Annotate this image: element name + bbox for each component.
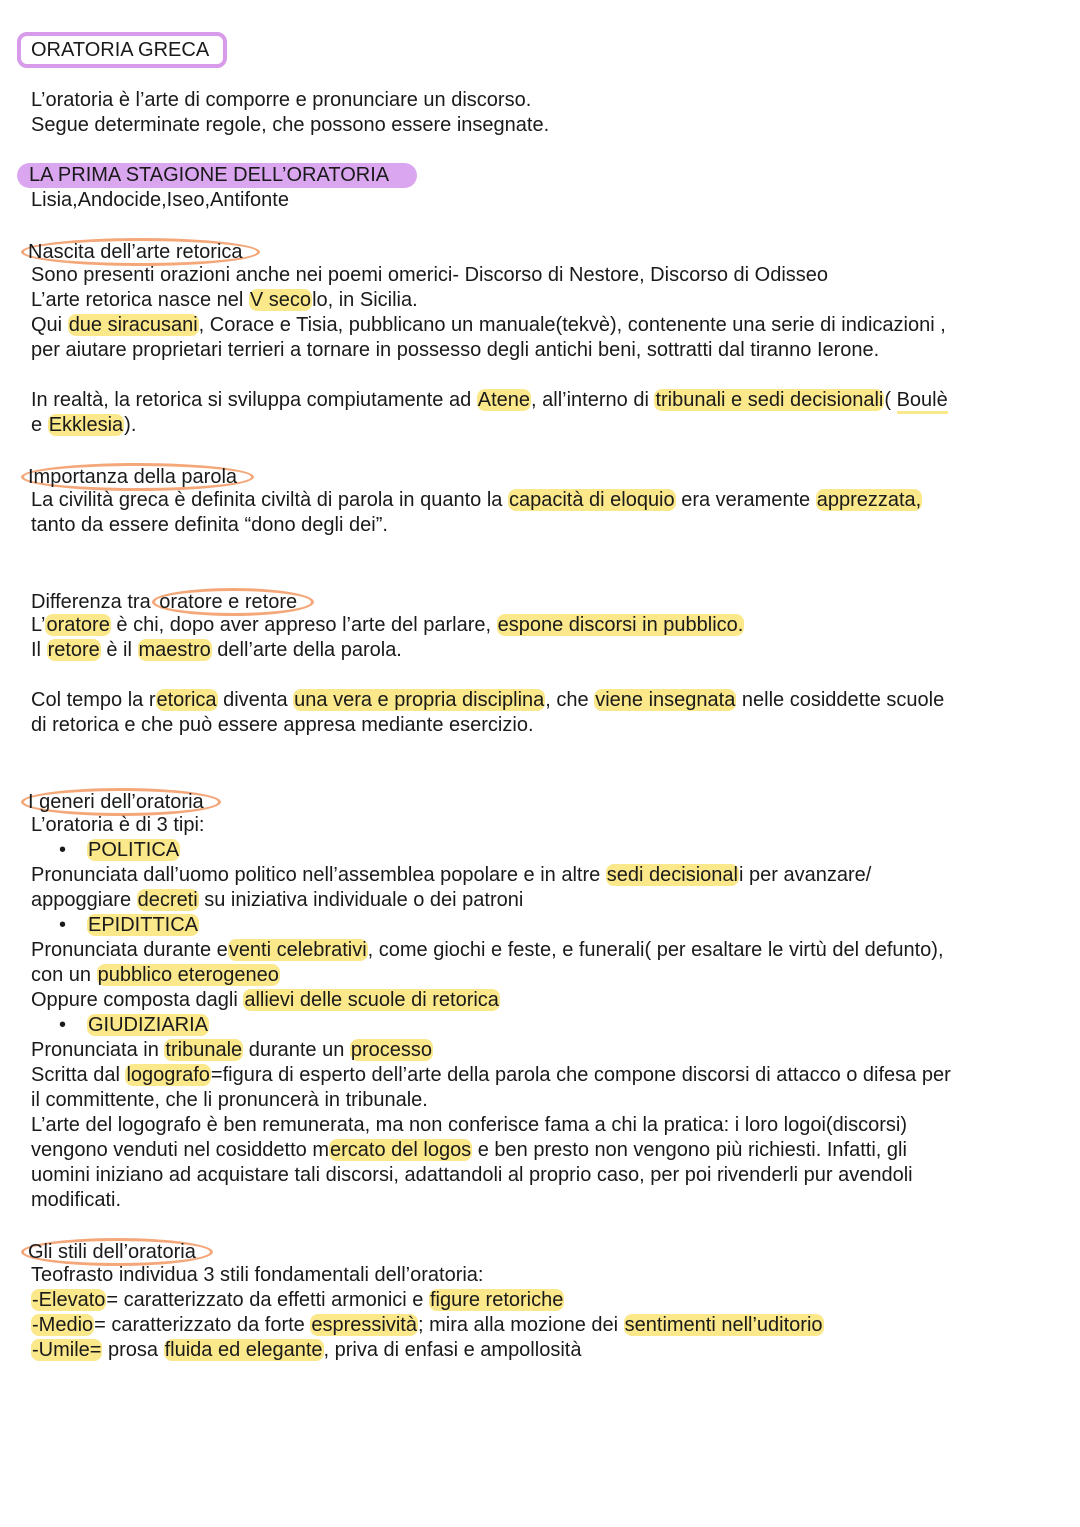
section-generi-heading	[28, 788, 1041, 813]
bullet-giudiziaria: • GIUDIZIARIA	[59, 1014, 209, 1036]
giudiziaria-line-3: il committente, che li pronuncerà in tribunale.	[31, 1089, 428, 1111]
epidittica-line-2: con un pubblico eterogeneo	[31, 964, 279, 986]
section-prima-stagione-heading	[31, 163, 1041, 188]
generi-heading: I generi dell’oratoria	[21, 788, 221, 816]
politica-line-1: Pronunciata dall’uomo politico nell’assemblea popolare e in altre sedi decisionali per avanzare/	[31, 864, 872, 886]
nascita-line-4: per aiutare proprietari terrieri a tornare in possesso degli antichi beni, sottratti dal tiranno Ierone.	[31, 339, 880, 361]
stili-heading: Gli stili dell’oratoria	[21, 1238, 213, 1266]
giudiziaria-line-4: L’arte del logografo è ben remunerata, ma non conferisce fama a chi la pratica: i loro logoi(discorsi)	[31, 1114, 908, 1136]
giudiziaria-line-6: uomini iniziano ad acquistare tali discorsi, adattandoli al proprio caso, per poi rivenderli pur avendoli	[31, 1164, 913, 1186]
epidittica-line-1: Pronunciata durante eventi celebrativi, come giochi e feste, e funerali( per esaltare le virtù del defunto),	[31, 939, 944, 961]
giudiziaria-line-5: vengono venduti nel cosiddetto mercato del logos e ben presto non vengono più richiesti. Infatti, gli	[31, 1139, 907, 1161]
stile-medio: -Medio= caratterizzato da forte espressività; mira alla mozione dei sentimenti nell’uditorio	[32, 1314, 823, 1336]
importanza-line-1: La civilità greca è definita civiltà di parola in quanto la capacità di eloquio era veramente apprezzata,	[31, 489, 922, 511]
bullet-icon: •	[59, 914, 67, 936]
nascita-line-6: e Ekklesia).	[31, 414, 137, 436]
section-differenza-heading: Differenza tra oratore e retore	[31, 588, 1041, 613]
section-stili-heading	[28, 1238, 1041, 1263]
prima-stagione-authors: Lisia,Andocide,Iseo,Antifonte	[31, 189, 289, 211]
epidittica-line-3: Oppure composta dagli allievi delle scuole di retorica	[31, 989, 499, 1011]
nascita-heading: Nascita dell’arte retorica	[21, 238, 260, 266]
section-nascita-heading	[28, 238, 1041, 263]
bullet-epidittica: • EPIDITTICA	[59, 914, 199, 936]
nascita-line-5: In realtà, la retorica si sviluppa compiutamente ad Atene, all’interno di tribunali e sedi decisionali( Boulè	[31, 388, 1041, 413]
page-title: ORATORIA GRECA	[17, 32, 227, 68]
bullet-politica: • POLITICA	[59, 839, 180, 861]
differenza-line-4: di retorica e che può essere appresa mediante esercizio.	[31, 714, 534, 736]
document-page	[28, 38, 1041, 1363]
intro-line-1: L’oratoria è l’arte di comporre e pronunciare un discorso.	[31, 89, 532, 111]
importanza-heading: Importanza della parola	[21, 463, 254, 491]
prima-stagione-heading: LA PRIMA STAGIONE DELL’ORATORIA	[17, 163, 417, 188]
nascita-line-2: L’arte retorica nasce nel V secolo, in Sicilia.	[31, 289, 418, 311]
politica-line-2: appoggiare decreti su iniziativa individuale o dei patroni	[31, 889, 524, 911]
title-line	[31, 38, 1041, 63]
bullet-icon: •	[59, 839, 67, 861]
differenza-heading: oratore e retore	[152, 588, 314, 616]
giudiziaria-line-7: modificati.	[31, 1189, 122, 1211]
differenza-line-3: Col tempo la retorica diventa una vera e propria disciplina, che viene insegnata nelle cosiddette scuole	[31, 689, 945, 711]
stili-intro: Teofrasto individua 3 stili fondamentali dell’oratoria:	[31, 1264, 484, 1286]
section-importanza-heading	[28, 463, 1041, 488]
stile-elevato: -Elevato= caratterizzato da effetti armonici e figure retoriche	[32, 1289, 564, 1311]
bullet-icon: •	[59, 1014, 67, 1036]
giudiziaria-line-2: Scritta dal logografo=figura di esperto dell’arte della parola che compone discorsi di attacco o difesa per	[31, 1064, 951, 1086]
giudiziaria-line-1: Pronunciata in tribunale durante un processo	[31, 1039, 433, 1061]
importanza-line-2: tanto da essere definita “dono degli dei”.	[31, 514, 388, 536]
differenza-line-2: Il retore è il maestro dell’arte della parola.	[31, 639, 402, 661]
nascita-line-1: Sono presenti orazioni anche nei poemi omerici- Discorso di Nestore, Discorso di Odisseo	[31, 264, 829, 286]
nascita-line-3: Qui due siracusani, Corace e Tisia, pubblicano un manuale(tekvè), contenente una serie di indicazioni ,	[31, 314, 946, 336]
generi-intro: L’oratoria è di 3 tipi:	[31, 814, 205, 836]
differenza-line-1: L’oratore è chi, dopo aver appreso l’arte del parlare, espone discorsi in pubblico.	[31, 614, 744, 636]
stile-umile: -Umile= prosa fluida ed elegante, priva di enfasi e ampollosità	[32, 1339, 582, 1361]
intro-line-2: Segue determinate regole, che possono essere insegnate.	[31, 114, 550, 136]
